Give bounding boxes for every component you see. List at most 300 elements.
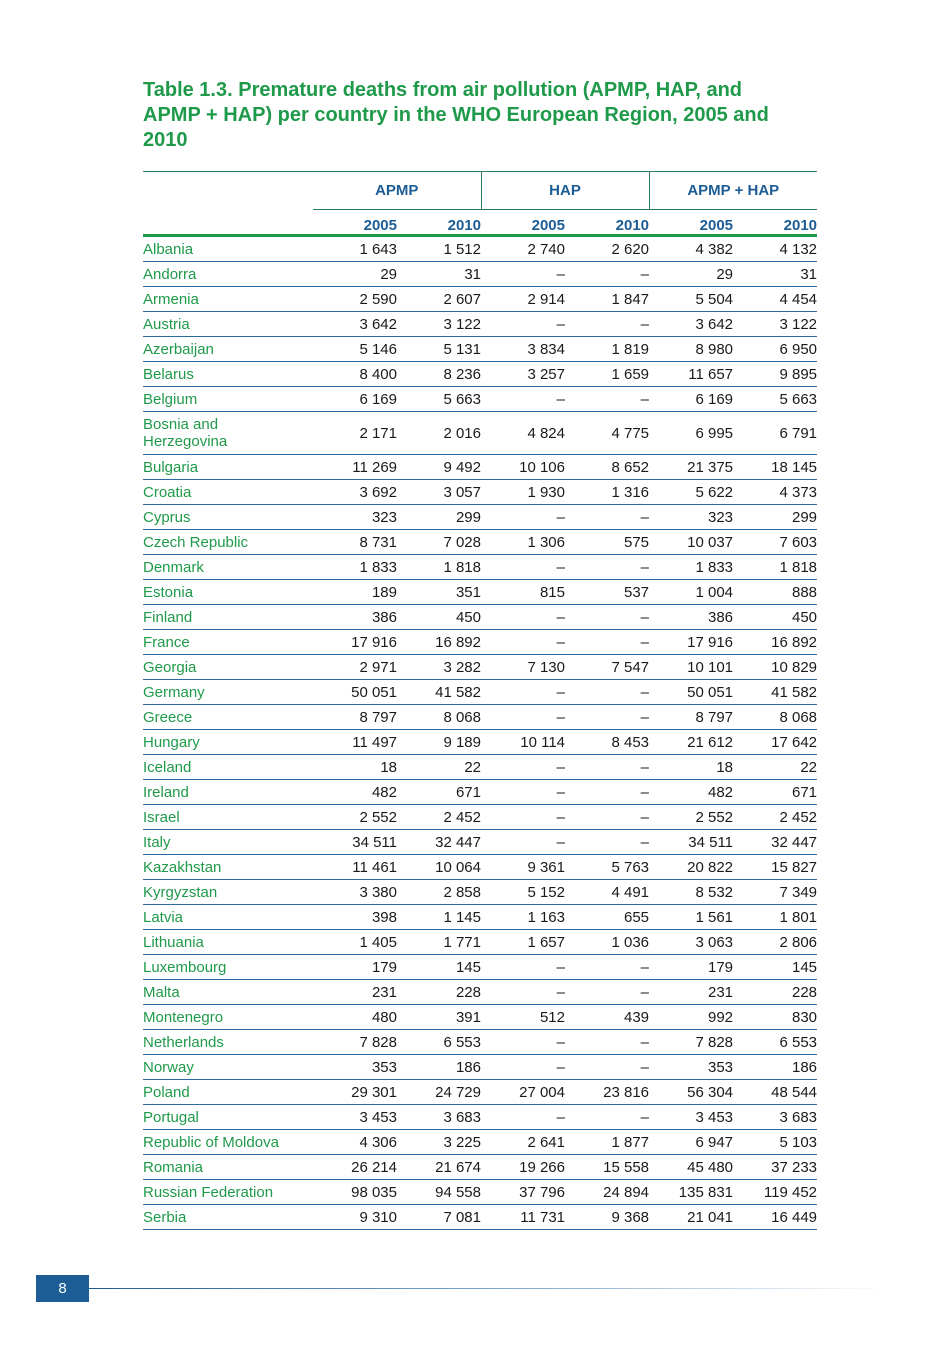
value-cell: 31 [397,262,481,287]
value-cell: 1 818 [733,555,817,580]
value-cell: 815 [481,580,565,605]
value-cell: 8 532 [649,880,733,905]
group-header-hap: HAP [481,172,649,210]
value-cell: 3 683 [733,1105,817,1130]
country-cell: Republic of Moldova [143,1130,313,1155]
value-cell: 1 819 [565,337,649,362]
country-cell: Luxembourg [143,955,313,980]
value-cell: 1 405 [313,930,397,955]
value-cell: – [481,605,565,630]
country-cell: France [143,630,313,655]
value-cell: 10 106 [481,455,565,480]
value-cell: 8 400 [313,362,397,387]
value-cell: 24 894 [565,1180,649,1205]
value-cell: 17 916 [313,630,397,655]
value-cell: 351 [397,580,481,605]
table-row [143,605,817,630]
value-cell: 1 163 [481,905,565,930]
value-cell: 9 310 [313,1205,397,1230]
value-cell: 48 544 [733,1080,817,1105]
value-cell: 2 552 [649,805,733,830]
table-row [143,455,817,480]
value-cell: 10 829 [733,655,817,680]
value-cell: 145 [733,955,817,980]
year-header: 2005 [649,210,733,236]
value-cell: 7 349 [733,880,817,905]
value-cell: 2 914 [481,287,565,312]
value-cell: 323 [649,505,733,530]
value-cell: 323 [313,505,397,530]
value-cell: 2 806 [733,930,817,955]
year-header: 2010 [397,210,481,236]
value-cell: 1 771 [397,930,481,955]
value-cell: 2 740 [481,236,565,262]
value-cell: 23 816 [565,1080,649,1105]
value-cell: 2 552 [313,805,397,830]
value-cell: 537 [565,580,649,605]
country-cell: Azerbaijan [143,337,313,362]
country-cell: Albania [143,236,313,262]
table-row [143,262,817,287]
value-cell: 2 641 [481,1130,565,1155]
value-cell: 119 452 [733,1180,817,1205]
value-cell: 7 547 [565,655,649,680]
value-cell: 10 064 [397,855,481,880]
table-row [143,1030,817,1055]
table-row [143,705,817,730]
value-cell: 15 558 [565,1155,649,1180]
value-cell: 16 892 [397,630,481,655]
value-cell: 1 801 [733,905,817,930]
year-header: 2010 [565,210,649,236]
value-cell: 3 692 [313,480,397,505]
value-cell: 9 189 [397,730,481,755]
value-cell: – [481,1055,565,1080]
value-cell: 3 834 [481,337,565,362]
country-cell: Finland [143,605,313,630]
country-cell: Romania [143,1155,313,1180]
value-cell: 7 603 [733,530,817,555]
table-row [143,362,817,387]
table-row [143,530,817,555]
value-cell: 1 512 [397,236,481,262]
value-cell: 22 [397,755,481,780]
value-cell: 8 797 [313,705,397,730]
table-row [143,1180,817,1205]
value-cell: – [565,605,649,630]
value-cell: – [565,505,649,530]
value-cell: – [565,805,649,830]
country-cell: Andorra [143,262,313,287]
value-cell: 8 236 [397,362,481,387]
value-cell: 11 657 [649,362,733,387]
table-body [143,236,817,1230]
country-cell: Germany [143,680,313,705]
value-cell: 17 916 [649,630,733,655]
table-row [143,287,817,312]
value-cell: 3 642 [313,312,397,337]
table-row [143,805,817,830]
value-cell: 5 663 [397,387,481,412]
country-cell: Kyrgyzstan [143,880,313,905]
value-cell: 353 [649,1055,733,1080]
value-cell: 2 452 [733,805,817,830]
value-cell: 2 016 [397,412,481,455]
value-cell: 3 282 [397,655,481,680]
country-cell: Lithuania [143,930,313,955]
table-row [143,312,817,337]
group-header-apmp-hap: APMP + HAP [649,172,817,210]
value-cell: 31 [733,262,817,287]
value-cell: 450 [397,605,481,630]
table-row [143,680,817,705]
table-row [143,505,817,530]
value-cell: 1 004 [649,580,733,605]
value-cell: – [481,555,565,580]
value-cell: 2 607 [397,287,481,312]
value-cell: 11 731 [481,1205,565,1230]
value-cell: 1 657 [481,930,565,955]
value-cell: 5 103 [733,1130,817,1155]
value-cell: 9 368 [565,1205,649,1230]
value-cell: 186 [733,1055,817,1080]
value-cell: 37 233 [733,1155,817,1180]
value-cell: 4 824 [481,412,565,455]
value-cell: 7 081 [397,1205,481,1230]
value-cell: 386 [313,605,397,630]
value-cell: – [565,1030,649,1055]
country-cell: Armenia [143,287,313,312]
value-cell: 4 382 [649,236,733,262]
value-cell: 29 [649,262,733,287]
value-cell: – [565,312,649,337]
value-cell: 228 [733,980,817,1005]
value-cell: 17 642 [733,730,817,755]
table-row [143,1105,817,1130]
header-blank [143,172,313,210]
table-row [143,855,817,880]
value-cell: 21 041 [649,1205,733,1230]
country-cell: Croatia [143,480,313,505]
country-cell: Cyprus [143,505,313,530]
value-cell: 34 511 [313,830,397,855]
value-cell: 8 068 [397,705,481,730]
value-cell: 4 132 [733,236,817,262]
country-cell: Estonia [143,580,313,605]
value-cell: – [481,705,565,730]
value-cell: 3 257 [481,362,565,387]
value-cell: 11 497 [313,730,397,755]
value-cell: 3 642 [649,312,733,337]
value-cell: 5 152 [481,880,565,905]
table-row [143,905,817,930]
value-cell: 50 051 [313,680,397,705]
value-cell: 26 214 [313,1155,397,1180]
value-cell: 4 454 [733,287,817,312]
value-cell: 3 063 [649,930,733,955]
country-cell: Belgium [143,387,313,412]
value-cell: 6 553 [733,1030,817,1055]
value-cell: 3 122 [733,312,817,337]
value-cell: 179 [313,955,397,980]
country-cell: Belarus [143,362,313,387]
value-cell: 6 169 [649,387,733,412]
table-row [143,830,817,855]
value-cell: – [481,780,565,805]
value-cell: 5 146 [313,337,397,362]
table-row [143,880,817,905]
value-cell: 7 028 [397,530,481,555]
value-cell: 135 831 [649,1180,733,1205]
table-row [143,730,817,755]
table-row [143,930,817,955]
table-row [143,412,817,455]
value-cell: 482 [313,780,397,805]
value-cell: 11 461 [313,855,397,880]
value-cell: 10 101 [649,655,733,680]
value-cell: 9 895 [733,362,817,387]
value-cell: 7 828 [649,1030,733,1055]
country-cell: Denmark [143,555,313,580]
value-cell: 299 [397,505,481,530]
value-cell: – [565,830,649,855]
value-cell: 480 [313,1005,397,1030]
table-row [143,1205,817,1230]
value-cell: 6 169 [313,387,397,412]
value-cell: 8 068 [733,705,817,730]
year-header: 2010 [733,210,817,236]
value-cell: 231 [313,980,397,1005]
value-cell: – [481,1030,565,1055]
country-cell: Kazakhstan [143,855,313,880]
value-cell: 6 995 [649,412,733,455]
value-cell: – [565,387,649,412]
value-cell: – [481,1105,565,1130]
value-cell: 299 [733,505,817,530]
value-cell: 34 511 [649,830,733,855]
value-cell: 1 643 [313,236,397,262]
value-cell: – [481,505,565,530]
value-cell: 3 453 [313,1105,397,1130]
value-cell: 10 114 [481,730,565,755]
value-cell: 2 971 [313,655,397,680]
value-cell: 41 582 [397,680,481,705]
value-cell: 5 504 [649,287,733,312]
value-cell: 18 [313,755,397,780]
value-cell: 27 004 [481,1080,565,1105]
country-cell: Serbia [143,1205,313,1230]
premature-deaths-table [143,171,817,1230]
value-cell: 391 [397,1005,481,1030]
value-cell: 1 847 [565,287,649,312]
table-row [143,655,817,680]
value-cell: 2 452 [397,805,481,830]
value-cell: 94 558 [397,1180,481,1205]
value-cell: – [565,980,649,1005]
value-cell: 5 763 [565,855,649,880]
country-cell: Bulgaria [143,455,313,480]
value-cell: 8 980 [649,337,733,362]
value-cell: 29 301 [313,1080,397,1105]
table-row [143,1080,817,1105]
country-cell: Portugal [143,1105,313,1130]
country-cell: Poland [143,1080,313,1105]
value-cell: 1 833 [649,555,733,580]
value-cell: 655 [565,905,649,930]
value-cell: 24 729 [397,1080,481,1105]
value-cell: 671 [733,780,817,805]
value-cell: 5 622 [649,480,733,505]
value-cell: 32 447 [733,830,817,855]
value-cell: – [481,805,565,830]
value-cell: 98 035 [313,1180,397,1205]
table-row [143,337,817,362]
value-cell: 7 828 [313,1030,397,1055]
value-cell: 992 [649,1005,733,1030]
value-cell: 189 [313,580,397,605]
value-cell: 6 947 [649,1130,733,1155]
table-row [143,236,817,262]
value-cell: 1 316 [565,480,649,505]
year-header: 2005 [481,210,565,236]
value-cell: 8 652 [565,455,649,480]
value-cell: – [481,680,565,705]
value-cell: 45 480 [649,1155,733,1180]
value-cell: 4 373 [733,480,817,505]
value-cell: 2 620 [565,236,649,262]
value-cell: 186 [397,1055,481,1080]
value-cell: 11 269 [313,455,397,480]
value-cell: 37 796 [481,1180,565,1205]
value-cell: 3 122 [397,312,481,337]
value-cell: 482 [649,780,733,805]
value-cell: 398 [313,905,397,930]
value-cell: 21 612 [649,730,733,755]
value-cell: 15 827 [733,855,817,880]
value-cell: – [565,780,649,805]
country-cell: Georgia [143,655,313,680]
table-row [143,580,817,605]
country-cell: Ireland [143,780,313,805]
country-cell: Italy [143,830,313,855]
footer-rule [89,1288,889,1289]
value-cell: 1 833 [313,555,397,580]
value-cell: 1 145 [397,905,481,930]
value-cell: 41 582 [733,680,817,705]
table-row [143,780,817,805]
table-row [143,480,817,505]
value-cell: 3 683 [397,1105,481,1130]
value-cell: 8 731 [313,530,397,555]
value-cell: 18 145 [733,455,817,480]
country-cell: Czech Republic [143,530,313,555]
value-cell: 19 266 [481,1155,565,1180]
value-cell: 20 822 [649,855,733,880]
value-cell: 1 306 [481,530,565,555]
value-cell: 7 130 [481,655,565,680]
value-cell: 8 453 [565,730,649,755]
value-cell: – [481,980,565,1005]
value-cell: 4 306 [313,1130,397,1155]
value-cell: 16 449 [733,1205,817,1230]
value-cell: – [565,555,649,580]
value-cell: 10 037 [649,530,733,555]
value-cell: 2 171 [313,412,397,455]
value-cell: 16 892 [733,630,817,655]
country-cell: Russian Federation [143,1180,313,1205]
value-cell: 512 [481,1005,565,1030]
value-cell: 9 492 [397,455,481,480]
value-cell: – [565,1055,649,1080]
value-cell: 1 561 [649,905,733,930]
value-cell: 386 [649,605,733,630]
value-cell: 353 [313,1055,397,1080]
page-number: 8 [36,1275,89,1302]
value-cell: 22 [733,755,817,780]
year-header-blank [143,210,313,236]
value-cell: – [565,1105,649,1130]
value-cell: – [481,755,565,780]
value-cell: 231 [649,980,733,1005]
value-cell: 2 858 [397,880,481,905]
group-header-apmp: APMP [313,172,481,210]
value-cell: 179 [649,955,733,980]
value-cell: 3 380 [313,880,397,905]
value-cell: – [481,387,565,412]
value-cell: 1 877 [565,1130,649,1155]
value-cell: 450 [733,605,817,630]
value-cell: – [481,262,565,287]
value-cell: – [565,705,649,730]
value-cell: 6 950 [733,337,817,362]
value-cell: 5 663 [733,387,817,412]
value-cell: 6 791 [733,412,817,455]
value-cell: 5 131 [397,337,481,362]
value-cell: – [565,755,649,780]
value-cell: 50 051 [649,680,733,705]
country-cell: Iceland [143,755,313,780]
value-cell: 1 818 [397,555,481,580]
value-cell: 18 [649,755,733,780]
value-cell: 3 453 [649,1105,733,1130]
value-cell: 6 553 [397,1030,481,1055]
table-row [143,630,817,655]
table-title: Table 1.3. Premature deaths from air pollution (APMP, HAP, and APMP + HAP) per country in the WHO European Region, 2005 and 2010 [143,79,769,151]
value-cell: 575 [565,530,649,555]
value-cell: 4 491 [565,880,649,905]
value-cell: 4 775 [565,412,649,455]
table-row [143,387,817,412]
value-cell: 2 590 [313,287,397,312]
country-cell: Austria [143,312,313,337]
value-cell: 8 797 [649,705,733,730]
value-cell: – [565,680,649,705]
value-cell: 56 304 [649,1080,733,1105]
country-cell: Malta [143,980,313,1005]
country-cell: Latvia [143,905,313,930]
value-cell: 830 [733,1005,817,1030]
table-row [143,755,817,780]
value-cell: 1 036 [565,930,649,955]
value-cell: 671 [397,780,481,805]
table-row [143,1005,817,1030]
country-cell: Greece [143,705,313,730]
value-cell: 3 225 [397,1130,481,1155]
table-row [143,555,817,580]
country-cell: Norway [143,1055,313,1080]
country-cell: Hungary [143,730,313,755]
value-cell: – [565,262,649,287]
